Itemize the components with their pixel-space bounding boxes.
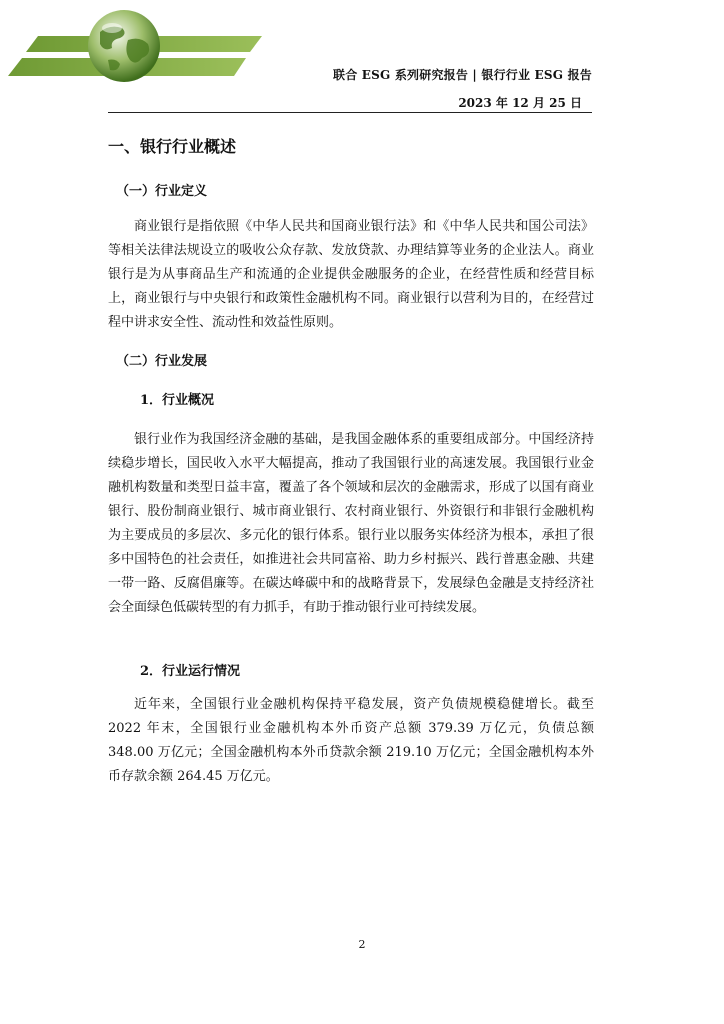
chapter-heading: 一、银行行业概述 (108, 137, 237, 156)
report-logo (0, 0, 270, 90)
section-heading-development: （二）行业发展 (116, 354, 208, 369)
section-heading-definition: （一）行业定义 (116, 184, 208, 199)
header-title: 联合 ESG 系列研究报告 | 银行行业 ESG 报告 (333, 68, 592, 82)
paragraph-operations: 近年来，全国银行业金融机构保持平稳发展，资产负债规模稳健增长。截至 2022 年末，全国银行业金融机构本外币资产总额 379.39 万亿元，负债总额 348.00 万亿元；全国金融机构本外币贷款余额 219.10 万亿元；全国金融机构本外币存款余额 264.45 万亿元。 (108, 697, 594, 784)
subsection-heading-overview: 1．行业概况 (140, 393, 215, 408)
paragraph-overview: 银行业作为我国经济金融的基础，是我国金融体系的重要组成部分。中国经济持续稳步增长，国民收入水平大幅提高，推动了我国银行业的高速发展。我国银行业金融机构数量和类型日益丰富，覆盖了各个领域和层次的金融需求，形成了以国有商业银行、股份制商业银行、城市商业银行、农村商业银行、外资银行和非银行金融机构为主要成员的多层次、多元化的银行体系。银行业以服务实体经济为根本，承担了很多中国特色的社会责任，如推进社会共同富裕、助力乡村振兴、践行普惠金融、共建一带一路、反腐倡廉等。在碳达峰碳中和的战略背景下，发展绿色金融是支持经济社会全面绿色低碳转型的有力抓手，有助于推动银行业可持续发展。 (108, 432, 594, 615)
paragraph-definition: 商业银行是指依照《中华人民共和国商业银行法》和《中华人民共和国公司法》等相关法律法规设立的吸收公众存款、发放贷款、办理结算等业务的企业法人。商业银行是为从事商品生产和流通的企业提供金融服务的企业，在经营性质和经营目标上，商业银行与中央银行和政策性金融机构不同。商业银行以营利为目的，在经营过程中讲求安全性、流动性和效益性原则。 (108, 219, 594, 330)
header-date: 2023 年 12 月 25 日 (458, 96, 582, 110)
globe-logo-icon (0, 0, 270, 90)
page-number: 2 (358, 938, 366, 951)
header-divider (108, 112, 592, 113)
subsection-heading-operations: 2．行业运行情况 (140, 664, 241, 679)
